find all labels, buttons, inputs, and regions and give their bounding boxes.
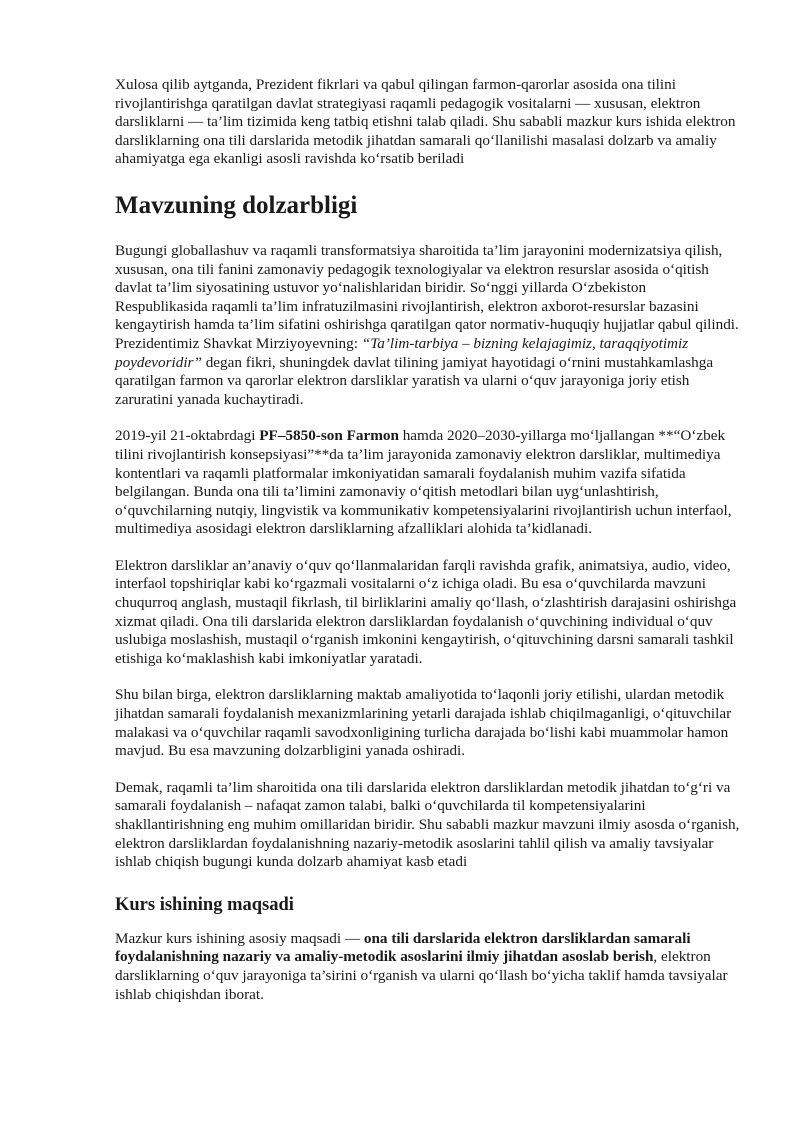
relevance-p2-rest: hamda 2020–2030-yillarga mo‘ljallangan **“O‘zbek tilini rivojlantirish konsepsiyasi”**da ta’lim jarayonida zamonaviy elektron darsliklar, multimediya kontentlari va raqamli platformalar imkoniyatidan samarali foydalanish muhim vazifa sifatida belgilangan. Bunda ona tili ta’limini zamonaviy o‘qitish metodlari bilan uyg‘unlashtirish, o‘quvchilarning nutqiy, lingvistik va kommunikativ kompetensiyalarini rivojlantirish uchun interfaol, multimediya asosidagi elektron darsliklarning afzalliklari alohida ta’kidlanadi.	[115, 427, 732, 538]
decree-reference: PF–5850-son Farmon	[259, 427, 399, 445]
relevance-paragraph-1	[115, 242, 740, 409]
relevance-paragraph-5: Demak, raqamli ta’lim sharoitida ona tili darslarida elektron darsliklardan metodik jihatdan to‘g‘ri va samarali foydalanish – nafaqat zamon talabi, balki o‘quvchilarda til kompetensiyalarini shakllantirishning eng muhim omillaridan biridir. Shu sababli mazkur mavzuni ilmiy asosda o‘rganish, elektron darsliklardan foydalanishning nazariy-metodik asoslarini tahlil qilish va amaliy tavsiyalar ishlab chiqish bugungi kunda dolzarb ahamiyat kasb etadi	[115, 778, 740, 871]
relevance-p1-text: Bugungi globallashuv va raqamli transformatsiya sharoitida ta’lim jarayonini modernizatsiya qilish, xususan, ona tili fanini zamonaviy pedagogik texnologiyalar va elektron resurslar asosida o‘qitish davlat ta’lim siyosatining ustuvor yo‘nalishlaridan biridir. So‘nggi yillarda O‘zbekiston Respublikasida raqamli ta’lim infratuzilmasini rivojlantirish, elektron axborot-resurslar bazasini kengaytirish hamda ta’lim sifatini oshirishga qaratilgan qator normativ-huquqiy hujjatlar qabul qilindi. Prezidentimiz Shavkat Mirziyoyevning:	[115, 241, 739, 352]
section-heading-relevance: Mavzuning dolzarbligi	[115, 191, 358, 219]
relevance-paragraph-4: Shu bilan birga, elektron darsliklarning maktab amaliyotida to‘laqonli joriy etilishi, ulardan metodik jihatdan samarali foydalanish mexanizmlarining yetarli darajada ishlab chiqilmaganligi, o‘qituvchilar malakasi va o‘quvchilar raqamli savodxonligining turlicha darajada bo‘lishi kabi muammolar hamon mavjud. Bu esa mavzuning dolzarbligini yanada oshiradi.	[115, 686, 732, 760]
relevance-paragraph-2	[115, 427, 740, 539]
goal-paragraph	[115, 930, 740, 1004]
president-quote: “Ta’lim-tarbiya – bizning kelajagimiz, taraqqiyotimiz poydevoridir”	[115, 334, 689, 371]
goal-p1-start: Mazkur kurs ishining asosiy maqsadi —	[115, 929, 364, 947]
goal-p1-rest: , elektron darsliklarning o‘quv jarayoniga ta’sirini o‘rganish va ularni qo‘llash bo‘yicha taklif hamda tavsiyalar ishlab chiqishdan iborat.	[115, 948, 728, 1003]
relevance-paragraph-3: Elektron darsliklar an’anaviy o‘quv qo‘llanmalaridan farqli ravishda grafik, animatsiya, audio, video, interfaol topshiriqlar kabi ko‘rgazmali vositalarni o‘z ichiga oladi. Bu esa o‘quvchilarda mavzuni chuqurroq anglash, mustaqil fikrlash, til birliklarini amaliy qo‘llash, o‘zlashtirish darajasini oshirishga xizmat qiladi. Ona tili darslarida elektron darsliklardan foydalanish o‘quvchining individual o‘quv uslubiga moslashish, mustaqil o‘rganish imkonini kengaytirish, o‘qituvchining darsni samarali tashkil etishiga ko‘maklashish kabi imkoniyatlar yaratadi.	[115, 556, 737, 667]
goal-main-statement: ona tili darslarida elektron darsliklardan samarali foydalanishning nazariy va amaliy-metodik asoslarini ilmiy jihatdan asoslab berish	[115, 929, 691, 966]
intro-paragraph: Xulosa qilib aytganda, Prezident fikrlari va qabul qilingan farmon-qarorlar asosida ona tilini rivojlantirishga qaratilgan davlat strategiyasi raqamli pedagogik vositalarni — xususan, elektron darsliklarni — ta’lim tizimida keng tatbiq etishni talab qiladi. Shu sababli mazkur kurs ishida elektron darsliklarning ona tili darslarida metodik jihatdan samarali qo‘llanilishi masalasi dolzarb va amaliy ahamiyatga ega ekanligi asosli ravishda ko‘rsatib beriladi	[115, 76, 736, 168]
relevance-p1-tail: degan fikri, shuningdek davlat tilining jamiyat hayotidagi o‘rnini mustahkamlashga qaratilgan farmon va qarorlar elektron darsliklar yaratish va ularni o‘quv jarayoniga joriy etish zaruratini yanada kuchaytiradi.	[115, 353, 714, 408]
relevance-p2-start: 2019-yil 21-oktabrdagi	[115, 427, 260, 445]
section-heading-goal: Kurs ishining maqsadi	[115, 894, 294, 915]
